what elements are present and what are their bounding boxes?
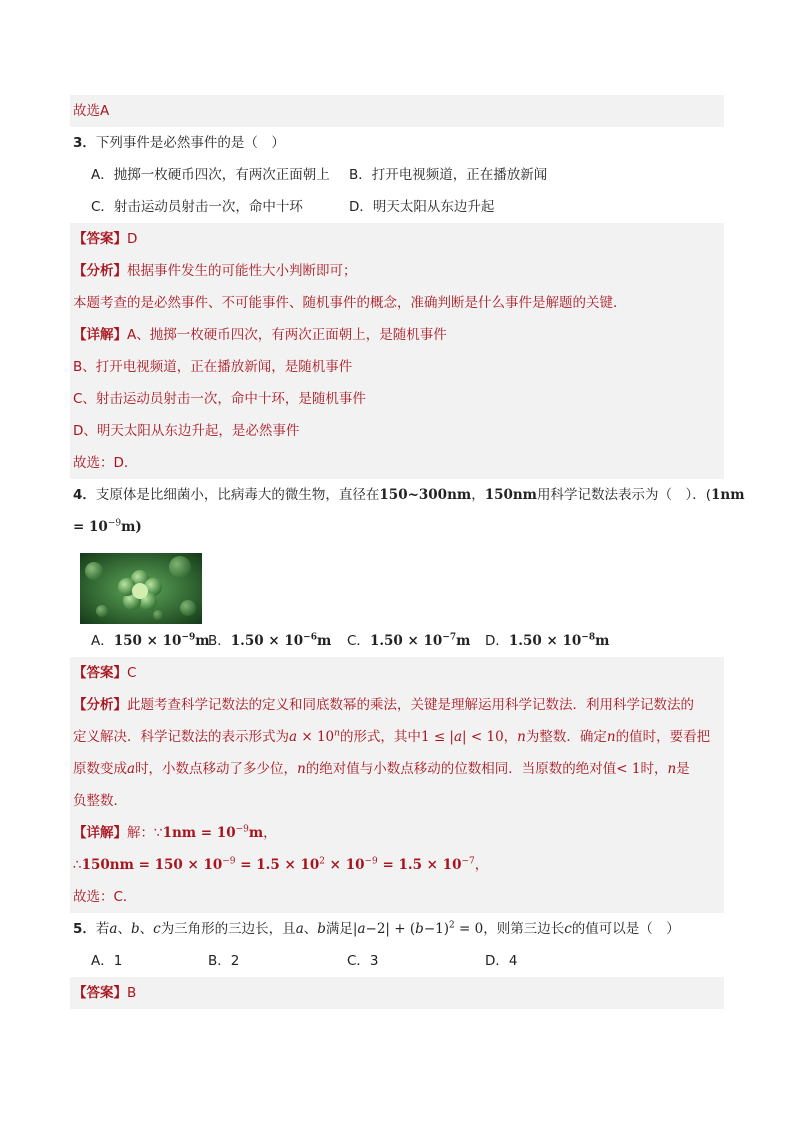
q4-conclusion-text: 故选：C． [73,889,137,905]
q4-analysis-2-ineq2: | < 10 [462,729,504,745]
q3-detail-3 [70,383,724,415]
q3-stem [70,127,724,159]
q4-answer-tag: 【答案】 [73,665,127,681]
q3-detail-4 [70,415,724,447]
q4-option-c [347,625,470,657]
previous-conclusion-text: 故选A [73,103,110,119]
q4-detail-1 [70,817,724,849]
q5-options [70,945,724,977]
microbe-illustration-icon [80,553,202,624]
q5-e2: −2| + ( [365,921,416,937]
q4-option-b-exp: −6 [303,632,317,643]
q5-answer [70,977,724,1009]
q4-detail-2 [70,849,724,881]
q4-option-a-letter: A． [91,633,114,649]
q5-var-b2: b [317,921,326,937]
q4-option-c-exp: −7 [442,632,457,643]
q4-range: 150~300nm [379,487,472,503]
q4-option-c-letter: C． [347,633,370,649]
q5-answer-value: B [127,985,137,1001]
q4-option-c-unit: m [456,633,471,649]
q4-detail-2-expr: 150nm = 150 × 10 [81,857,223,873]
q4-analysis-3 [70,753,724,785]
q3-answer-tag: 【答案】 [73,231,127,247]
q3-analysis-tag: 【分析】 [73,263,127,279]
q4-answer [70,657,724,689]
q4-analysis-2d: 为整数．确定 [525,729,607,745]
q4-analysis-3-lt: < 1 [616,761,641,777]
q3-detail-text-3: C、射击运动员射击一次，命中十环，是随机事件 [73,391,366,407]
q4-analysis-2a: 定义解决．科学记数法的表示形式为 [73,729,289,745]
q5-e-a: a [357,921,366,937]
q4-stem-text-1: 支原体是比细菌小，比病毒大的微生物，直径在 [95,487,380,503]
q4-detail-2-e2: 2 [319,856,325,867]
q5-option-b: B．2 [208,953,240,969]
q3-option-b: B．打开电视频道，正在播放新闻 [349,167,548,183]
q4-option-c-base: 1.50 × 10 [369,633,443,649]
q3-detail-1 [70,319,724,351]
q4-stem-text-2: 用科学记数法表示为（ ）．( [536,487,711,503]
q5-s4: 为三角形的三边长，且 [160,921,296,937]
q4-detail-1-exp: −9 [235,824,249,835]
q3-detail-2 [70,351,724,383]
q3-option-d: D．明天太阳从东边升起 [349,199,495,215]
q5-s7: ，则第三边长 [483,921,565,937]
q4-detail-1b: ， [263,825,277,841]
q3-options-row1 [70,159,724,191]
q5-option-a: A．1 [91,953,123,969]
q3-options-row2 [70,191,724,223]
q4-analysis-3b: 时，小数点移动了多少位， [135,761,298,777]
q4-option-b-unit: m [316,633,332,649]
q4-eq-exp: −9 [107,518,122,529]
q4-detail-1-m: m [248,825,264,841]
q4-analysis-2-ineq-a: a [453,729,463,745]
q4-analysis-2-n: n [334,728,340,739]
q4-detail-2-end: ， [474,857,489,873]
q4-eq-post: m) [121,519,142,535]
q4-analysis-3-n: n [297,761,306,777]
q5-e3: −1) [423,921,449,937]
q4-detail-2-mid2: × 10 [324,857,365,873]
q4-image-row [70,543,724,625]
q3-stem-text: 下列事件是必然事件的是（ ） [95,135,285,151]
q3-number: 3． [73,135,96,151]
q3-detail-text-4: D、明天太阳从东边升起，是必然事件 [73,423,300,439]
q4-analysis-2b: 的形式，其中 [339,729,421,745]
q5-option-c: C．3 [347,953,379,969]
q4-eq-pre: = 10 [73,519,108,535]
q4-answer-value: C [127,665,137,681]
q4-detail-2-e3: −9 [364,856,378,867]
q4-value: 150nm [484,487,537,503]
q3-option-c: C．射击运动员射击一次，命中十环 [91,199,303,215]
q5-e4: = 0 [454,921,484,937]
q3-conclusion-text: 故选：D． [73,455,138,471]
q3-conclusion [70,447,724,479]
document-page [70,95,745,1009]
q5-var-a: a [109,921,118,937]
q4-number: 4． [73,487,96,503]
q4-detail-1-expr: 1nm = 10 [162,825,236,841]
q4-analysis-2-ineq: 1 ≤ | [420,729,454,745]
q5-e-sq: 2 [448,920,455,931]
q4-analysis-2-n3: n [606,729,616,745]
q4-analysis-3d: 时， [640,761,668,777]
q4-analysis-2e: 的值时，要看把 [615,729,711,745]
q4-analysis-4-text: 负整数． [73,793,127,809]
q5-var-c2: c [564,921,572,937]
q5-e-b: b [415,921,424,937]
q5-s2: 、 [117,921,131,937]
because-symbol-icon: ∵ [154,825,163,841]
q5-var-c: c [153,921,161,937]
q4-unit-def: 1nm [711,487,745,503]
q3-answer-value: D [127,231,138,247]
q4-option-b [208,625,331,657]
q3-analysis-text: 根据事件发生的可能性大小判断即可； [127,263,357,279]
q4-analysis-2-a: a [289,729,298,745]
q4-option-a [91,625,210,657]
q4-detail-2-e4: −7 [461,856,475,867]
q4-conclusion [70,881,724,913]
q4-analysis-3c: 的绝对值与小数点移动的位数相同．当原数的绝对值 [305,761,617,777]
q5-s1: 若 [95,921,110,937]
q4-option-a-base: 150 × 10 [113,633,182,649]
q3-option-a: A．抛掷一枚硬币四次，有两次正面朝上 [91,167,330,183]
q3-summary-text: 本题考查的是必然事件、不可能事件、随机事件的概念，准确判断是什么事件是解题的关键． [73,295,627,311]
q5-option-d: D．4 [485,953,518,969]
q4-detail-2-e1: −9 [222,856,236,867]
q4-option-d-base: 1.50 × 10 [508,633,582,649]
q5-stem [70,913,724,945]
previous-conclusion [70,95,724,127]
q4-analysis-3e: 是 [676,761,690,777]
q4-option-d-unit: m [595,633,610,649]
q4-option-b-base: 1.50 × 10 [230,633,304,649]
q4-analysis-1 [70,689,724,721]
q5-s8: 的值可以是（ ） [571,921,680,937]
q5-var-a2: a [295,921,304,937]
q4-option-b-letter: B． [208,633,231,649]
q4-analysis-2-n2: n [517,729,526,745]
q4-analysis-3-n2: n [667,761,677,777]
q4-option-d [485,625,609,657]
q4-stem-line1 [70,479,745,511]
q3-answer [70,223,724,255]
q4-option-d-letter: D． [485,633,509,649]
q5-e1: | [352,921,358,937]
q4-stem-line2 [70,511,724,543]
q5-answer-tag: 【答案】 [73,985,127,1001]
q4-option-a-exp: −9 [181,632,196,643]
q3-summary [70,287,724,319]
q5-s5: 、 [303,921,318,937]
q3-detail-text-1: A、抛掷一枚硬币四次，有两次正面朝上，是随机事件 [127,327,447,343]
q4-analysis-text-1: 此题考查科学记数法的定义和同底数幂的乘法，关键是理解运用科学记数法．利用科学记数法的 [127,697,694,713]
q3-analysis [70,255,724,287]
q4-comma: ， [471,487,485,503]
q4-option-a-unit: m [195,633,210,649]
q4-detail-tag: 【详解】 [73,825,127,841]
q4-options [70,625,724,657]
mycoplasma-image [80,553,202,624]
q4-analysis-4 [70,785,724,817]
q5-number: 5． [73,921,96,937]
q3-detail-text-2: B、打开电视频道，正在播放新闻，是随机事件 [73,359,353,375]
q4-option-d-exp: −8 [581,632,596,643]
q5-s6: 满足 [325,921,353,937]
q3-detail-tag: 【详解】 [73,327,127,343]
q4-detail-2-mid3: = 1.5 × 10 [377,857,462,873]
q4-analysis-3a: 原数变成 [73,761,127,777]
q4-detail-1a: 解： [127,825,154,841]
q4-analysis-tag: 【分析】 [73,697,127,713]
q5-var-b: b [130,921,140,937]
q4-analysis-2 [70,721,724,753]
q5-s3: 、 [139,921,154,937]
q4-analysis-2c: ， [503,729,518,745]
q4-analysis-3-a: a [127,761,136,777]
q4-detail-2-mid: = 1.5 × 10 [235,857,320,873]
q4-analysis-2-times: × 10 [297,729,335,745]
therefore-symbol-icon: ∴ [73,857,82,873]
